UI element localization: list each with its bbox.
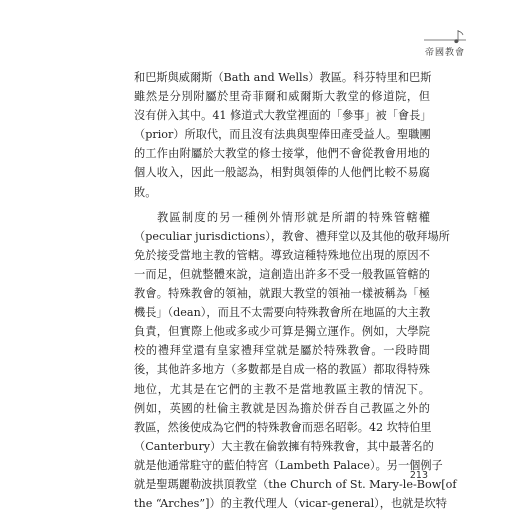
text-line: 一而足，但就整體來說，這創造出許多不受一般教區管轄的: [134, 267, 430, 281]
text-line: （peculiar jurisdictions），教會、禮拜堂以及其他的敬拜場所: [134, 229, 450, 243]
text-line: 敗。: [134, 185, 157, 199]
text-line: （prior）所取代，而且沒有法典與聖俸田產受益人。聖職團: [134, 128, 431, 142]
page-number: 213: [409, 470, 428, 481]
text-line: 和巴斯與威爾斯（Bath and Wells）教區。科芬特里和巴斯: [134, 71, 432, 84]
text-line: 校的禮拜堂還有皇家禮拜堂就是屬於特殊教會。一段時間: [134, 344, 430, 358]
text-line: the “Arches”]）的主教代理人（vicar-general），也就是坎特: [134, 497, 447, 511]
text-line: （Canterbury）大主教在倫敦擁有特殊教會，其中最著名的: [134, 439, 434, 453]
text-line: 教會。特殊教會的領袖，就跟大教堂的領袖一樣被稱為「極: [134, 287, 430, 301]
paragraph-1: [134, 68, 430, 202]
header-label: 帝國教會: [424, 48, 465, 58]
paragraph-2: [134, 208, 457, 513]
text-line: 教區制度的另一種例外情形就是所謂的特殊管轄權: [157, 210, 430, 224]
running-header: [422, 28, 468, 58]
text-line: 地位，尤其是在它們的主教不是當地教區主教的情況下。: [134, 382, 430, 396]
text-line: 負責，但實際上他或多或少可算是獨立運作。例如，大學院: [134, 325, 430, 339]
text-line: 沒有併入其中。41 修道式大教堂裡面的「參事」被「會長」: [134, 109, 432, 123]
text-line: 免於接受當地主教的管轄。導致這種特殊地位出現的原因不: [134, 248, 430, 262]
text-line: 個人收入，因此一般認為，相對與領俸的人他們比較不易腐: [134, 166, 430, 180]
text-line: 就是聖瑪麗勒波拱頂教堂（the Church of St. Mary-le-Bow[of: [134, 477, 457, 491]
text-line: 就是他通常駐守的藍伯特宮（Lambeth Palace）。另一個例子: [134, 458, 443, 472]
header-ornament-icon: [422, 28, 468, 44]
text-line: 雖然是分別附屬於里奇菲爾和威爾斯大教堂的修道院，但: [134, 90, 430, 104]
body-text: [134, 68, 457, 513]
text-line: 機長」（dean），而且不太需要向特殊教會所在地區的大主教: [134, 306, 431, 320]
text-line: 教區，然後使成為它們的特殊教會而惡名昭彰。42 坎特伯里: [134, 420, 432, 434]
text-line: 的工作由附屬於大教堂的修士接掌，他們不會從教會用地的: [134, 147, 430, 161]
text-line: 例如，英國的杜倫主教就是因為擔於併吞自己教區之外的: [134, 401, 430, 415]
text-line: 後，其他許多地方（多數都是自成一格的教區）都取得特殊: [134, 363, 430, 377]
